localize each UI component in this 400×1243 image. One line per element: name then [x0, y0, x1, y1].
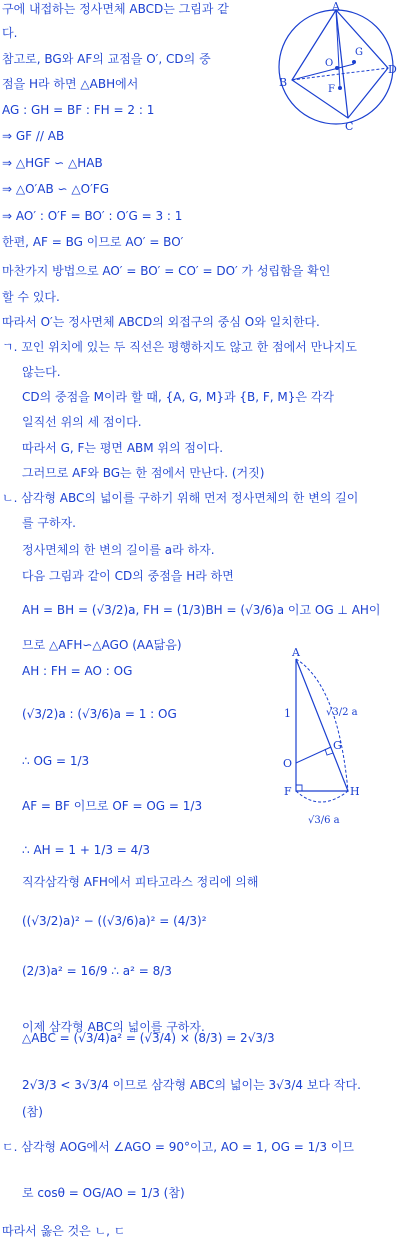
- triangle-afh-figure: [276, 645, 386, 830]
- text-line: ⇒ AO′ : O′F = BO′ : O′G = 3 : 1: [2, 209, 183, 223]
- figure2-label: A: [292, 646, 300, 659]
- tetrahedron-in-sphere-figure: [276, 2, 398, 132]
- text-line: 를 구하자.: [22, 516, 76, 530]
- text-line: 2√3/3 < 3√3/4 이므로 삼각형 ABC의 넓이는 3√3/4 보다 작다.: [22, 1078, 361, 1092]
- text-line: 구에 내접하는 정사면체 ABCD는 그림과 같: [2, 2, 229, 16]
- figure2-label: √3/6 a: [308, 815, 340, 826]
- figure1-label: C: [345, 120, 354, 132]
- figure1-label: O: [325, 58, 334, 69]
- text-line: ⇒ △O′AB ∽ △O′FG: [2, 182, 109, 196]
- text-line: 따라서 O′는 정사면체 ABCD의 외접구의 중심 O와 일치한다.: [2, 315, 320, 329]
- figure1-label: B: [279, 76, 288, 89]
- text-line: 참고로, BG와 AF의 교점을 O′, CD의 중: [2, 52, 211, 66]
- figure1-label: A: [332, 2, 340, 13]
- text-line: ㄱ. 꼬인 위치에 있는 두 직선은 평행하지도 않고 한 점에서 만나지도: [2, 340, 357, 354]
- text-line: ((√3/2)a)² − ((√3/6)a)² = (4/3)²: [22, 914, 207, 928]
- text-line: AF = BF 이므로 OF = OG = 1/3: [22, 799, 203, 813]
- text-line: 직각삼각형 AFH에서 피타고라스 정리에 의해: [22, 875, 259, 889]
- figure2-label: H: [350, 785, 360, 798]
- text-line: 마찬가지 방법으로 AO′ = BO′ = CO′ = DO′ 가 성립함을 확인: [2, 264, 331, 278]
- text-line: 점을 H라 하면 △ABH에서: [2, 77, 139, 91]
- text-line: CD의 중점을 M이라 할 때, {A, G, M}과 {B, F, M}은 각각: [22, 390, 334, 404]
- figure2-label: 1: [284, 707, 291, 720]
- text-line: 할 수 있다.: [2, 290, 60, 304]
- text-line: 한편, AF = BG 이므로 AO′ = BO′: [2, 235, 184, 249]
- text-line: (√3/2)a : (√3/6)a = 1 : OG: [22, 707, 177, 721]
- text-line: AH : FH = AO : OG: [22, 664, 133, 678]
- text-line: 따라서 G, F는 평면 ABM 위의 점이다.: [22, 441, 224, 455]
- text-line: ㄴ. 삼각형 ABC의 넓이를 구하기 위해 먼저 정사면체의 한 변의 길이: [2, 491, 359, 505]
- text-line: ⇒ GF // AB: [2, 129, 65, 143]
- figure1-label: D: [388, 63, 397, 76]
- text-line: 일직선 위의 세 점이다.: [22, 415, 142, 429]
- text-line: 정사면체의 한 변의 길이를 a라 하자.: [22, 543, 215, 557]
- text-line: 따라서 옳은 것은 ㄴ, ㄷ: [2, 1224, 126, 1238]
- text-line: AH = BH = (√3/2)a, FH = (1/3)BH = (√3/6)a 이고 OG ⊥ AH이: [22, 603, 381, 617]
- figure2-label: G: [333, 739, 342, 752]
- text-line: △ABC = (√3/4)a² = (√3/4) × (8/3) = 2√3/3: [22, 1031, 275, 1045]
- text-line: 이제 삼각형 ABC의 넓이를 구하자.: [22, 1020, 205, 1034]
- text-line: ∴ OG = 1/3: [22, 754, 90, 768]
- figure2-label: F: [284, 785, 292, 798]
- figure1-label: G: [355, 47, 363, 58]
- text-line: 다음 그림과 같이 CD의 중점을 H라 하면: [22, 569, 234, 583]
- text-line: ㄷ. 삼각형 AOG에서 ∠AGO = 90°이고, AO = 1, OG = 1/3 이므: [2, 1140, 354, 1154]
- text-line: ∴ AH = 1 + 1/3 = 4/3: [22, 843, 150, 857]
- text-line: 다.: [2, 26, 18, 40]
- text-line: (참): [22, 1105, 43, 1119]
- text-line: 로 cosθ = OG/AO = 1/3 (참): [22, 1186, 185, 1200]
- text-line: (2/3)a² = 16/9 ∴ a² = 8/3: [22, 964, 172, 978]
- text-line: 그러므로 AF와 BG는 한 점에서 만난다. (거짓): [22, 466, 265, 480]
- figure2-label: √3/2 a: [326, 707, 358, 718]
- text-line: 므로 △AFH∽△AGO (AA닮음): [22, 638, 182, 652]
- text-line: 않는다.: [22, 365, 61, 379]
- figure2-label: O: [283, 757, 293, 770]
- figure1-label: F: [328, 84, 335, 95]
- text-line: AG : GH = BF : FH = 2 : 1: [2, 103, 155, 117]
- text-line: ⇒ △HGF ∽ △HAB: [2, 156, 103, 170]
